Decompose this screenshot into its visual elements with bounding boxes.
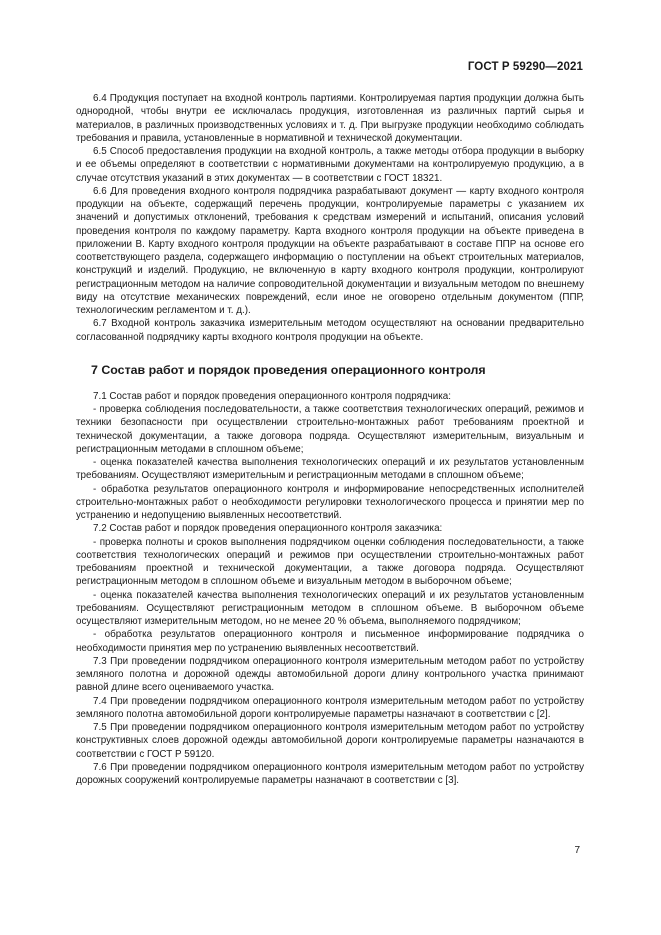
paragraph-7-6: 7.6 При проведении подрядчиком операционного контроля измерительным методом работ по устройству дорожных сооружений контролируемые параметры назначают в соответствии с [3].: [76, 761, 584, 786]
paragraph-6-6: 6.6 Для проведения входного контроля подрядчика разрабатывают документ — карту входного контроля продукции на объекте, содержащий перечень продукции, контролируемые параметры с указанием их значений и допустимых отклонений, требования к средствам измерений и испытаний, описания условий проведения контроля по каждому параметру. Карта входного контроля продукции на объекте приведена в приложении В. Карту входного контроля продукции на объекте разрабатывают в составе ППР на основе его соответствующего раздела, содержащего информацию о поступлении на объект строительных материалов, конструкций и изделий. Продукцию, не включенную в карту входного контроля продукции, контролируют регистрационным методом на наличие сопроводительной документации и визуальным методом по внешнему виду на отсутствие механических повреждений, если иное не оговорено отдельным документом (ППР, технологическим регламентом и т. д.).: [76, 185, 584, 316]
list-item: - проверка полноты и сроков выполнения подрядчиком оценки соблюдения последовательности, а также соответствия технологических операций и режимов при осуществлении строительно-монтажных работ требованиям проектной и технической документации, а также договора подряда. Осуществляют регистрационным методом в сплошном объеме и визуальным методом в выборочном объеме;: [76, 536, 584, 588]
paragraph-6-4: 6.4 Продукция поступает на входной контроль партиями. Контролируемая партия продукции должна быть однородной, чтобы внутри ее исключалась продукция, изготовленная из различных партий сырья и материалов, в различных производственных условиях и т. д. При выгрузке продукции необходимо соблюдать требования и правила, установленные в нормативной и технической документации.: [76, 93, 584, 144]
paragraph-6-7: 6.7 Входной контроль заказчика измерительным методом осуществляют на основании предварительно согласованной подрядчику карты входного контроля продукции на объекте.: [76, 318, 584, 343]
paragraph-7-2: 7.2 Состав работ и порядок проведения операционного контроля заказчика:: [93, 523, 443, 535]
list-item: - проверка соблюдения последовательности, а также соответствия технологических операций, режимов и техники безопасности при осуществлении строительно-монтажных работ требованиям проектной и технической документации, а также договора подряда. Осуществляют измерительным, визуальным и регистрационным методами в сплошном объеме;: [76, 404, 584, 455]
list-item: - оценка показателей качества выполнения технологических операций и их результатов установленным требованиям. Осуществляют измерительным и регистрационным методами в сплошном объеме;: [76, 457, 584, 482]
paragraph-7-3: 7.3 При проведении подрядчиком операционного контроля измерительным методом работ по устройству земляного полотна и дорожной одежды автомобильной дороги длину контрольного участка принимают равной длине всего оцениваемого участка.: [76, 655, 584, 694]
paragraph-7-5: 7.5 При проведении подрядчиком операционного контроля измерительным методом работ по устройству конструктивных слоев дорожной одежды автомобильной дороги контролируемые параметры назначаются в соответствии с ГОСТ Р 59120.: [76, 722, 584, 760]
paragraph-6-5: 6.5 Способ предоставления продукции на входной контроль, а также методы отбора продукции в выборку и ее объемы определяют в соответствии с нормативными документами на контролируемую продукцию, а в случае отсутствия указаний в этих документах — в соответствии с ГОСТ 18321.: [76, 146, 584, 184]
paragraph-7-4: 7.4 При проведении подрядчиком операционного контроля измерительным методом работ по устройству земляного полотна автомобильной дороги контролируемые параметры назначают в соответствии с [2].: [76, 695, 584, 720]
page-number: 7: [574, 845, 580, 856]
list-item: - оценка показателей качества выполнения технологических операций и их результатов установленным требованиям. Осуществляют регистрационным методом в сплошном объеме. В выборочном объеме осуществляют измерительным методом, но не менее 20 % объема, выполняемого подрядчиком;: [76, 589, 584, 627]
document-header: ГОСТ Р 59290—2021: [467, 61, 583, 73]
section-heading: 7 Состав работ и порядок проведения операционного контроля: [91, 362, 486, 377]
page-body: [76, 92, 584, 787]
paragraph-7-1: 7.1 Состав работ и порядок проведения операционного контроля подрядчика:: [93, 390, 451, 402]
list-item: - обработка результатов операционного контроля и информирование непосредственных исполнителей строительно-монтажных работ о необходимости регулировки технологического процесса и принятии мер по устранению и недопущению выявленных несоответствий.: [76, 483, 584, 521]
list-item: - обработка результатов операционного контроля и письменное информирование подрядчика о необходимости принятия мер по устранению выявленных несоответствий.: [76, 629, 584, 654]
